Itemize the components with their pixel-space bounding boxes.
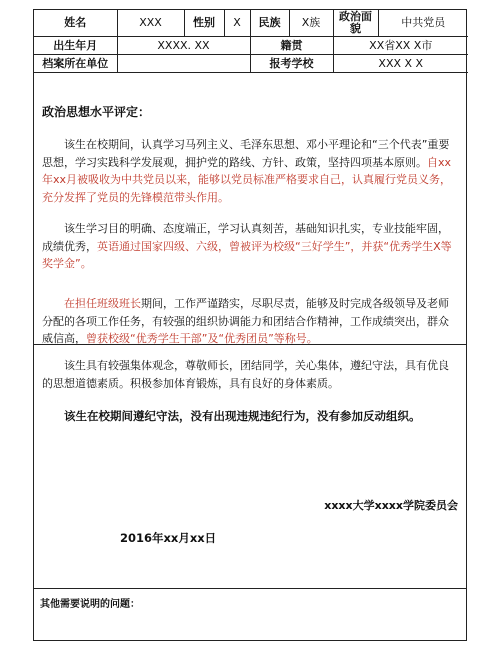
- paragraph-discipline: 该生在校期间遵纪守法，没有出现违规违纪行为，没有参加反动组织。: [64, 409, 421, 423]
- paragraph-work-highlight: 曾获校级“优秀学生干部”及“优秀团员”等称号。: [86, 332, 318, 345]
- political-review-form: [33, 9, 467, 641]
- gender-label: 性别: [184, 10, 224, 37]
- paragraph-study-highlight: 英语通过国家四级、六级，曾被评为校级“三好学生”，并获“优秀学生X等奖学金”。: [42, 239, 452, 270]
- archive-unit-value: [117, 55, 250, 73]
- paragraph-political: [42, 136, 452, 206]
- signature: xxxx大学xxxx学院委员会: [324, 499, 458, 512]
- political-status-value: 中共党员: [378, 10, 468, 37]
- info-row-basic: [34, 10, 468, 37]
- other-notes-label: 其他需要说明的问题：: [40, 599, 140, 610]
- info-row-birth: [34, 37, 468, 55]
- name-value: XXX: [117, 10, 184, 37]
- archive-unit-label: 档案所在单位: [34, 55, 117, 73]
- section-title: 政治思想水平评定：: [42, 105, 151, 119]
- personal-info-table: [34, 10, 468, 73]
- paragraph-study: [42, 220, 452, 273]
- ethnicity-value: X族: [289, 10, 333, 37]
- paragraph-political-text: 该生在校期间，认真学习马列主义、毛泽东思想、邓小平理论和“三个代表”重要思想，学习实践科学发展观，拥护党的路线、方针、政策，坚持四项基本原则。: [42, 138, 450, 169]
- birth-date-label: 出生年月: [34, 37, 117, 55]
- birth-date-value: XXXX. XX: [117, 37, 250, 55]
- gender-value: X: [224, 10, 250, 37]
- paragraph-work: [42, 295, 452, 348]
- political-status-label: 政治面貌: [333, 10, 378, 37]
- paragraph-work-role: 在担任班级班长: [64, 297, 141, 310]
- paragraph-conduct: 该生具有较强集体观念，尊敬师长，团结同学，关心集体，遵纪守法，具有优良的思想道德素质。积极参加体育锻炼，具有良好的身体素质。: [42, 359, 449, 390]
- ethnicity-label: 民族: [250, 10, 289, 37]
- target-school-value: XXX X X: [333, 55, 468, 73]
- section-divider: [34, 344, 466, 345]
- paragraph-work-text: 期间，工作严谨踏实，尽职尽责，能够及时完成各级领导及老师分配的各项工作任务，有较强的组织协调能力和团结合作精神，工作成绩突出，群众威信高，: [42, 297, 449, 345]
- paragraph-study-text: 该生学习目的明确、态度端正，学习认真刻苦，基础知识扎实，专业技能牢固，成绩优秀，: [42, 222, 449, 253]
- name-label: 姓名: [34, 10, 117, 37]
- paragraph-political-highlight: 自xx年xx月被吸收为中共党员以来，能够以党员标准严格要求自己，认真履行党员义务，充分发挥了党员的先锋模范带头作用。: [42, 155, 452, 204]
- target-school-label: 报考学校: [250, 55, 333, 73]
- native-place-label: 籍贯: [250, 37, 333, 55]
- date: 2016年xx月xx日: [120, 531, 217, 545]
- info-row-archive: [34, 55, 468, 73]
- other-divider: [34, 588, 466, 589]
- native-place-value: XX省XX X市: [333, 37, 468, 55]
